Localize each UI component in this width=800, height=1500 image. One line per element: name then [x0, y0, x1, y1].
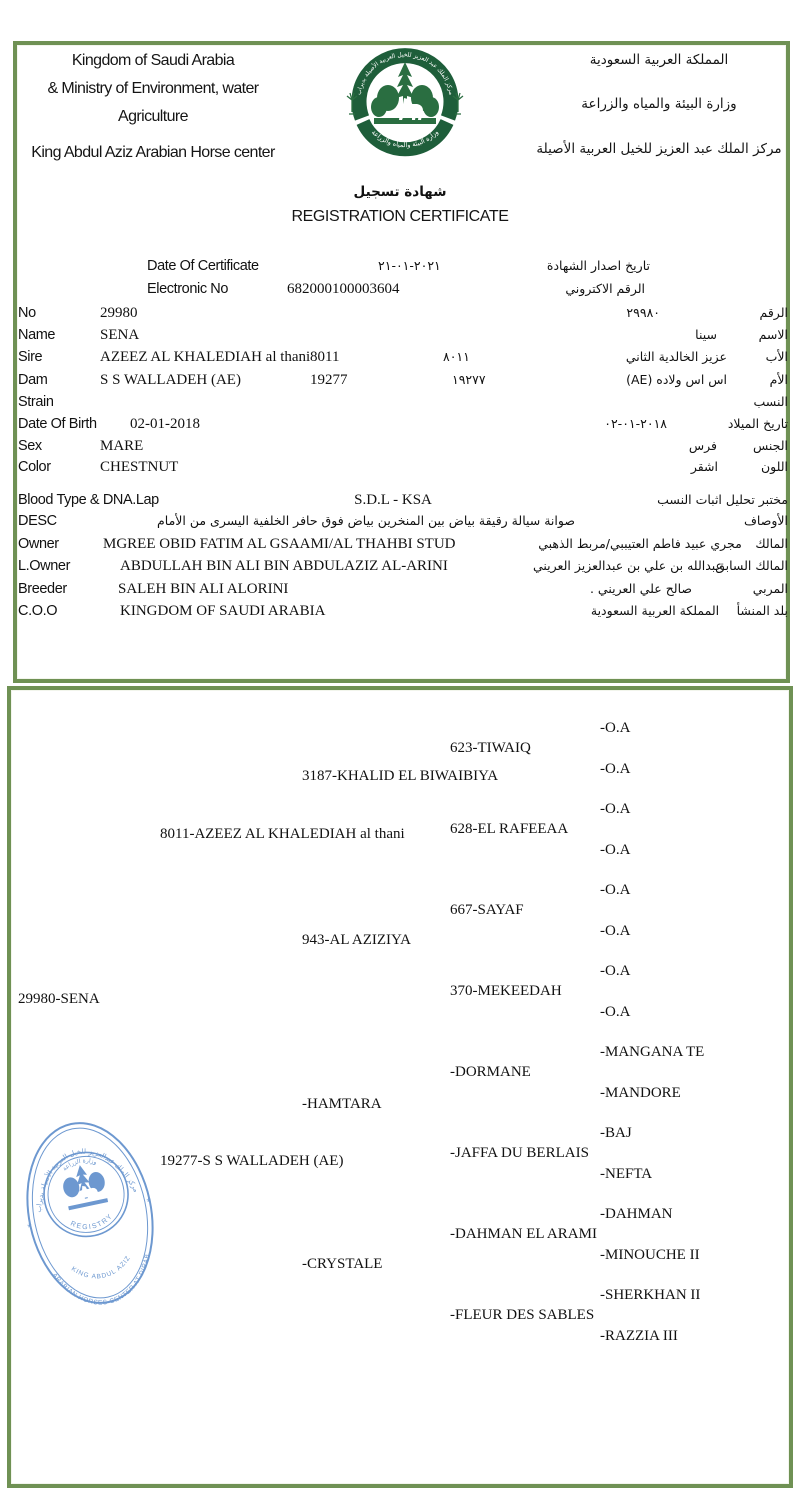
stamp-king-abdul-aziz-text: KING ABDUL AZIZ [69, 1254, 133, 1281]
name-label: Name [18, 327, 56, 343]
lowner-label: L.Owner [18, 558, 70, 574]
pedigree-gen4-entry: -DAHMAN [600, 1206, 673, 1222]
seal-top-arc-text: مركز الملك عبد العزيز للخيل العربية الأصيلة بديراب [355, 51, 455, 96]
no-value-ar: ٢٩٩٨٠ [626, 305, 660, 320]
date-of-certificate-label-ar: تاريخ اصدار الشهادة [546, 258, 650, 273]
stamp-ar-ring-text: مركز الملك عبدالعزيز للخيل العربية الأصيلة بديراب [34, 1147, 141, 1213]
sex-value: MARE [100, 438, 144, 454]
pedigree-gen3-entry: -DORMANE [450, 1064, 531, 1080]
coo-label: C.O.O [18, 603, 58, 619]
sex-label: Sex [18, 438, 42, 454]
certificate-title-ar: شهادة تسجيل [353, 184, 447, 200]
meta-row-date [0, 258, 800, 278]
pedigree-gen4-entry: -O.A [600, 761, 631, 777]
stamp-ar-inner-text: وزارة الزراعة [61, 1157, 98, 1173]
blood-type-value: S.D.L - KSA [354, 492, 432, 508]
pedigree-gen4-entry: -RAZZIA III [600, 1328, 678, 1344]
owner-value-ar: مجري عبيد فاطم العتيببي/مربط الذهبي [538, 536, 742, 551]
dam-label-ar: الأم [769, 372, 788, 387]
detail-row-dob [0, 416, 800, 436]
lowner-label-ar: المالك السابق [715, 558, 788, 573]
stamp-registry-text: REGISTRY [69, 1212, 115, 1232]
date-of-certificate-label: Date Of Certificate [147, 258, 259, 274]
pedigree-gen4-entry: -O.A [600, 882, 631, 898]
pedigree-gen3-entry: 370-MEKEEDAH [450, 983, 562, 999]
sex-label-ar: الجنس [752, 438, 788, 453]
pedigree-gen3-entry: 628-EL RAFEEAA [450, 821, 569, 837]
color-value: CHESTNUT [100, 459, 179, 475]
coo-label-ar: بلد المنشأ [736, 603, 788, 618]
color-label-ar: اللون [760, 459, 788, 474]
owner-label-ar: المالك [755, 536, 788, 551]
meta-row-electronic [0, 281, 800, 301]
sire-label-ar: الأب [765, 349, 788, 364]
breeder-label-ar: المربي [752, 581, 788, 596]
detail-row-sex [0, 438, 800, 458]
desc-label-ar: الأوصاف [743, 513, 788, 528]
dam-value-ar: اس اس ولاده (AE) [626, 372, 727, 387]
breeder-label: Breeder [18, 581, 67, 597]
pedigree-gen3-entry: -FLEUR DES SABLES [450, 1307, 595, 1323]
name-value-ar: سينا [695, 327, 717, 342]
desc-label: DESC [18, 513, 57, 529]
blood-type-label: Blood Type & DNA.Lap [18, 492, 159, 508]
pedigree-gen4-entry: -O.A [600, 963, 631, 979]
dam-reg-no-ar: ١٩٢٧٧ [452, 372, 486, 387]
header-ar-line-1: المملكة العربية السعودية [589, 52, 729, 68]
pedigree-gen4-entry: -BAJ [600, 1125, 632, 1141]
header-en-center-name: King Abdul Aziz Arabian Horse center [31, 144, 275, 161]
date-of-certificate-value: ٢٠٢١-٠١-٢١ [378, 258, 441, 273]
header-en-line-3: Agriculture [118, 108, 188, 125]
no-label: No [18, 305, 36, 321]
name-value: SENA [100, 327, 140, 343]
owner-label: Owner [18, 536, 59, 552]
stamp-star-right: * [145, 1196, 153, 1209]
pedigree-gen4-entry: -O.A [600, 842, 631, 858]
coo-value-ar: المملكة العربية السعودية [590, 603, 720, 618]
blood-type-label-ar: مختبر تحليل اثبات النسب [657, 492, 788, 507]
dam-value: S S WALLADEH (AE) [100, 372, 241, 388]
pedigree-gen4-entry: -SHERKHAN II [600, 1287, 701, 1303]
sire-value-ar: عزيز الخالدية الثاني [625, 349, 727, 364]
electronic-no-label-ar: الرقم الاكتروني [565, 281, 645, 296]
owner-value: MGREE OBID FATIM AL GSAAMI/AL THAHBI STUD [103, 536, 456, 552]
desc-value-ar: صوانة سيالة رقيقة بياض بين المنخرين بياض فوق حافر الخلفية اليسرى من الأمام [157, 513, 575, 528]
detail-row-sire [0, 349, 800, 369]
pedigree-gen4-entry: -O.A [600, 1004, 631, 1020]
header-ar-line-3: مركز الملك عبد العزيز للخيل العربية الأصيلة [536, 141, 782, 157]
color-value-ar: اشقر [690, 459, 718, 474]
header-ar-line-2: وزارة البيئة والمياه والزراعة [581, 96, 737, 112]
pedigree-dam: 19277-S S WALLADEH (AE) [160, 1153, 344, 1169]
stamp-horses-center-text: ARABIAN HORSES CENTER AT DIRAB [50, 1253, 152, 1307]
detail-row-strain [0, 394, 800, 414]
sire-reg-no: 8011 [310, 349, 340, 365]
pedigree-gen2-entry: -HAMTARA [302, 1096, 382, 1112]
breeder-value-ar: صالح علي العريني . [589, 581, 693, 596]
pedigree-gen3-entry: -JAFFA DU BERLAIS [450, 1145, 589, 1161]
sire-value: AZEEZ AL KHALEDIAH al thani [100, 349, 311, 365]
ministry-horse-center-seal-logo [341, 36, 469, 184]
pedigree-gen4-entry: -NEFTA [600, 1166, 653, 1182]
pedigree-gen4-entry: -MINOUCHE II [600, 1247, 700, 1263]
pedigree-gen3-entry: 667-SAYAF [450, 902, 524, 918]
no-value: 29980 [100, 305, 138, 321]
breeder-value: SALEH BIN ALI ALORINI [118, 581, 289, 597]
registry-stamp [14, 1112, 166, 1314]
pedigree-gen4-entry: -O.A [600, 720, 631, 736]
pedigree-gen3-entry: 623-TIWAIQ [450, 740, 531, 756]
detail-row-blood-type [0, 492, 800, 512]
pedigree-gen4-entry: -MANGANA TE [600, 1044, 705, 1060]
pedigree-subject: 29980-SENA [18, 991, 100, 1007]
dob-value: 02-01-2018 [130, 416, 200, 432]
strain-label: Strain [18, 394, 54, 410]
pedigree-gen2-entry: 943-AL AZIZIYA [302, 932, 412, 948]
pedigree-gen2-entry: 3187-KHALID EL BIWAIBIYA [302, 768, 499, 784]
electronic-no-label: Electronic No [147, 281, 229, 297]
pedigree-gen3-entry: -DAHMAN EL ARAMI [450, 1226, 597, 1242]
dam-reg-no: 19277 [310, 372, 348, 388]
detail-row-lowner [0, 558, 800, 578]
header-en-line-2: & Ministry of Environment, water [47, 80, 259, 97]
strain-label-ar: النسب [753, 394, 788, 409]
dob-value-ar: ٢٠١٨-٠١-٠٢ [604, 416, 667, 431]
dob-label-ar: تاريخ الميلاد [727, 416, 788, 431]
detail-row-color [0, 459, 800, 479]
sire-reg-no-ar: ٨٠١١ [443, 349, 470, 364]
certificate-title-en: REGISTRATION CERTIFICATE [291, 208, 509, 225]
pedigree-gen2-entry: -CRYSTALE [302, 1256, 383, 1272]
detail-row-coo [0, 603, 800, 623]
lowner-value-ar: عبدالله بن علي بن عبدالعزيز العريني [532, 558, 724, 573]
svg-text:KING ABDUL AZIZ [69, 1253, 135, 1286]
detail-row-name [0, 327, 800, 347]
sex-value-ar: فرس [688, 438, 717, 453]
pedigree-gen4-entry: -O.A [600, 801, 631, 817]
coo-value: KINGDOM OF SAUDI ARABIA [120, 603, 326, 619]
header-en-line-1: Kingdom of Saudi Arabia [71, 52, 235, 69]
name-label-ar: الاسم [758, 327, 788, 342]
dam-label: Dam [18, 372, 48, 388]
pedigree-gen4-entry: -MANDORE [600, 1085, 681, 1101]
dob-label: Date Of Birth [18, 416, 97, 432]
lowner-value: ABDULLAH BIN ALI BIN ABDULAZIZ AL-ARINI [120, 558, 448, 574]
detail-row-breeder [0, 581, 800, 601]
pedigree-sire: 8011-AZEEZ AL KHALEDIAH al thani [160, 826, 405, 842]
no-label-ar: الرقم [759, 305, 788, 320]
stamp-star-left: * [26, 1221, 34, 1235]
color-label: Color [18, 459, 51, 475]
detail-row-owner [0, 536, 800, 556]
sire-label: Sire [18, 349, 43, 365]
detail-row-desc [0, 513, 800, 533]
electronic-no-value: 682000100003604 [287, 281, 400, 297]
seal-bottom-arc-text: وزارة البيئة والمياه والزراعة [369, 128, 441, 150]
detail-row-dam [0, 372, 800, 392]
pedigree-gen4-entry: -O.A [600, 923, 631, 939]
detail-row-no [0, 305, 800, 325]
